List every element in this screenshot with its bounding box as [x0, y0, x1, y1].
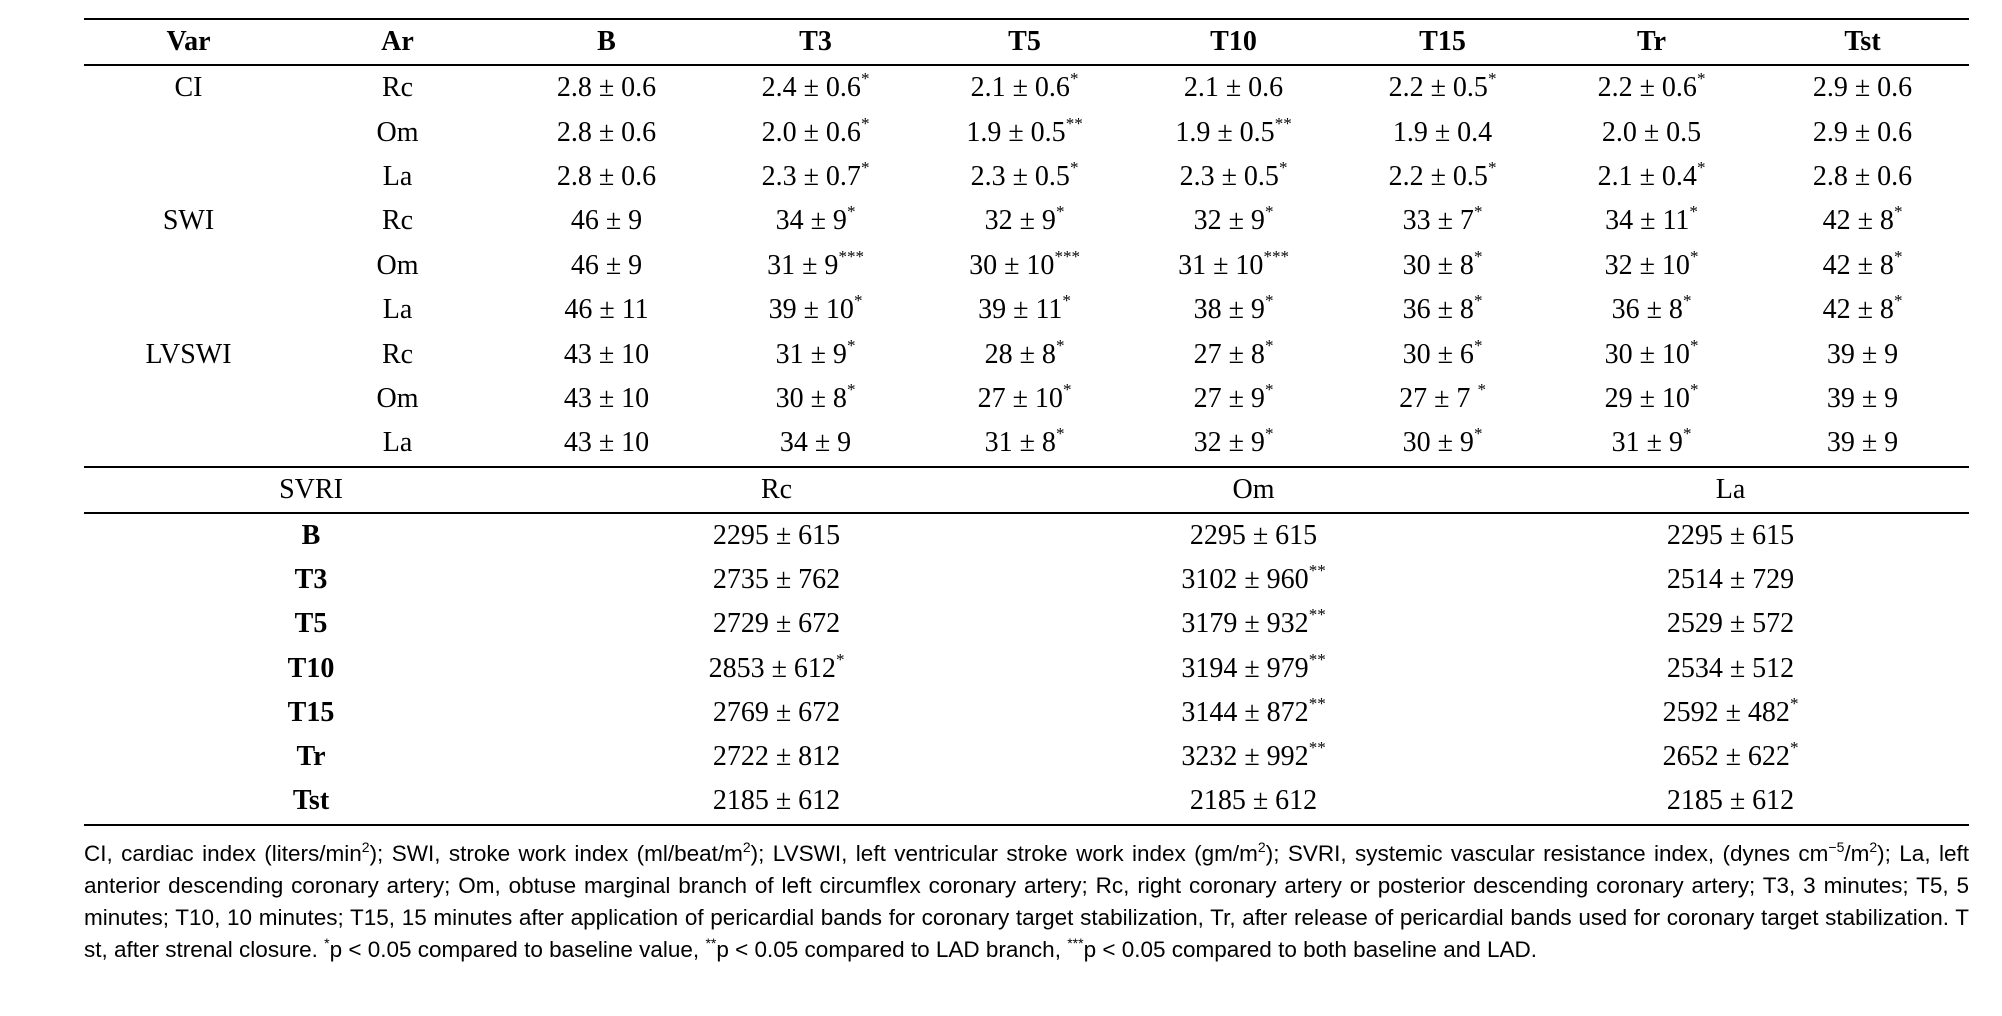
value-cell [1547, 288, 1756, 332]
value-cell [538, 602, 1015, 646]
value-cell [502, 244, 711, 288]
value-text: 39 ± 9 [1826, 427, 1899, 459]
value-text: 2.9 ± 0.6 [1812, 72, 1913, 104]
value-text: 46 ± 11 [564, 294, 649, 326]
value-text: 30 ± 10 [969, 249, 1055, 281]
value-text: 32 ± 10 [1604, 249, 1690, 281]
value-text: 2.1 ± 0.4 [1597, 160, 1697, 192]
value-cell [502, 199, 711, 243]
value-cell [502, 288, 711, 332]
value-text: 39 ± 9 [1826, 382, 1899, 414]
value-cell [502, 421, 711, 466]
significance-marker: * [1893, 202, 1903, 222]
value-text: 2.8 ± 0.6 [556, 72, 657, 104]
value-text: 2185 ± 612 [1189, 785, 1318, 817]
value-cell [1338, 332, 1547, 376]
significance-marker: *** [838, 246, 864, 266]
value-text: 27 ± 8 [1193, 338, 1265, 370]
value-cell [1492, 735, 1969, 779]
significance-marker: * [1473, 202, 1483, 222]
value-cell [1015, 735, 1492, 779]
significance-marker: * [860, 113, 870, 133]
value-text: 2652 ± 622 [1662, 741, 1790, 773]
time-point-cell: T10 [287, 652, 335, 684]
value-cell [1492, 779, 1969, 824]
col-header-tr: Tr [1636, 26, 1667, 57]
value-text: 34 ± 11 [1605, 205, 1690, 237]
value-cell [711, 244, 920, 288]
significance-marker: * [1264, 335, 1274, 355]
value-cell [1492, 513, 1969, 558]
significance-marker: * [1789, 738, 1799, 758]
table-row [84, 65, 1969, 110]
significance-marker: * [1069, 69, 1079, 89]
value-text: 34 ± 9 [775, 205, 847, 237]
table-row [84, 332, 1969, 376]
value-cell [1338, 377, 1547, 421]
value-cell [538, 558, 1015, 602]
footnote-text: p < 0.05 compared to LAD branch, [716, 936, 1068, 962]
value-cell [711, 332, 920, 376]
col-header-t3: T3 [799, 26, 832, 57]
value-cell [711, 110, 920, 154]
significance-marker: *** [1054, 246, 1080, 266]
value-cell [1756, 110, 1969, 154]
significance-marker: ** [1308, 605, 1326, 625]
col-header-t15: T15 [1419, 26, 1466, 57]
significance-marker: * [846, 335, 856, 355]
footnote-sup: 2 [1869, 838, 1878, 855]
value-text: 31 ± 9 [767, 249, 839, 281]
time-point-cell: Tr [296, 741, 326, 773]
var-cell: CI [174, 72, 203, 104]
significance-marker: * [1487, 69, 1497, 89]
value-text: 39 ± 9 [1826, 338, 1899, 370]
artery-cell: La [382, 160, 413, 192]
value-cell [711, 155, 920, 199]
value-text: 43 ± 10 [563, 382, 650, 414]
col-header-t5: T5 [1008, 26, 1041, 57]
value-text: 3194 ± 979 [1181, 652, 1309, 684]
var-cell [84, 155, 293, 199]
value-cell [1015, 691, 1492, 735]
value-cell [538, 779, 1015, 824]
value-text: 2295 ± 615 [712, 519, 841, 551]
table-row [84, 288, 1969, 332]
value-cell [711, 65, 920, 110]
significance-marker: * [1278, 157, 1288, 177]
footnote-text: p < 0.05 compared to both baseline and LAD. [1083, 936, 1538, 962]
value-text: 2529 ± 572 [1666, 608, 1795, 640]
value-cell [1547, 421, 1756, 466]
significance-marker: * [1689, 202, 1698, 222]
value-text: 2735 ± 762 [712, 563, 841, 595]
value-text: 2.8 ± 0.6 [556, 160, 657, 192]
value-text: 1.9 ± 0.4 [1392, 116, 1493, 148]
value-cell [1492, 646, 1969, 690]
table-row [84, 155, 1969, 199]
significance-marker: * [1689, 379, 1699, 399]
significance-marker: * [860, 69, 870, 89]
value-cell [1129, 65, 1338, 110]
value-text: 3144 ± 872 [1181, 696, 1309, 728]
value-cell [1129, 110, 1338, 154]
value-text: 31 ± 9 [1611, 427, 1683, 459]
table-row [84, 110, 1969, 154]
value-cell [538, 646, 1015, 690]
var-cell [84, 421, 293, 466]
value-text: 30 ± 9 [1402, 427, 1474, 459]
value-text: 39 ± 11 [978, 294, 1063, 326]
svri-header-la: La [1715, 473, 1746, 505]
value-text: 2.8 ± 0.6 [1812, 160, 1913, 192]
value-cell [502, 332, 711, 376]
value-cell [1547, 377, 1756, 421]
value-cell [1129, 377, 1338, 421]
significance-marker: * [1069, 157, 1079, 177]
value-text: 2722 ± 812 [712, 741, 841, 773]
significance-marker: *** [1263, 246, 1289, 266]
artery-cell: Rc [381, 72, 414, 104]
value-text: 2534 ± 512 [1666, 652, 1795, 684]
value-cell [1547, 155, 1756, 199]
significance-marker: * [1055, 202, 1065, 222]
value-text: 2.0 ± 0.5 [1601, 116, 1702, 148]
value-cell [1547, 332, 1756, 376]
significance-marker: ** [1308, 560, 1326, 580]
significance-marker: ** [1308, 649, 1326, 669]
significance-marker: ** [1065, 113, 1083, 133]
footnote-sup: 2 [742, 838, 751, 855]
value-text: 2.0 ± 0.6 [761, 116, 861, 148]
value-cell [1756, 377, 1969, 421]
significance-marker: * [1689, 335, 1699, 355]
footnote-sup: * [324, 934, 330, 951]
value-cell [502, 377, 711, 421]
significance-marker: * [1062, 291, 1071, 311]
footnote-text: CI, cardiac index (liters/min [84, 840, 362, 866]
value-text: 2.3 ± 0.5 [970, 160, 1070, 192]
value-text: 42 ± 8 [1822, 249, 1894, 281]
value-cell [538, 691, 1015, 735]
value-cell [711, 288, 920, 332]
time-point-cell: T15 [287, 696, 335, 728]
footnote-sup: ** [705, 934, 717, 951]
var-cell [84, 244, 293, 288]
significance-marker: * [1696, 69, 1706, 89]
value-text: 2853 ± 612 [708, 652, 836, 684]
table-footnote [84, 838, 1969, 966]
var-cell: LVSWI [145, 338, 232, 370]
footnote-sup: 2 [1257, 838, 1266, 855]
time-point-cell: T5 [294, 608, 328, 640]
var-cell [84, 110, 293, 154]
value-cell [1756, 332, 1969, 376]
value-cell [920, 199, 1129, 243]
svri-row [84, 602, 1969, 646]
value-cell [920, 155, 1129, 199]
footnote-text: p < 0.05 compared to baseline value, [329, 936, 706, 962]
value-text: 30 ± 6 [1402, 338, 1474, 370]
value-cell [1129, 421, 1338, 466]
footnote-text: ); LVSWI, left ventricular stroke work index (gm/m [750, 840, 1258, 866]
col-header-tst: Tst [1844, 26, 1881, 57]
value-text: 2185 ± 612 [1666, 785, 1795, 817]
significance-marker: * [1473, 291, 1483, 311]
svri-table-body [84, 513, 1969, 825]
value-cell [502, 110, 711, 154]
significance-marker: * [1264, 291, 1274, 311]
table-row [84, 377, 1969, 421]
value-cell [1492, 558, 1969, 602]
value-cell [1756, 421, 1969, 466]
significance-marker: ** [1308, 693, 1326, 713]
value-cell [920, 288, 1129, 332]
table-header-row [84, 19, 1969, 65]
value-text: 27 ± 10 [977, 382, 1063, 414]
svri-header-label: SVRI [279, 473, 343, 505]
table-row [84, 244, 1969, 288]
value-text: 2.4 ± 0.6 [761, 72, 861, 104]
time-point-cell: B [301, 519, 321, 551]
value-cell [920, 244, 1129, 288]
time-point-cell: Tst [292, 785, 330, 817]
value-text: 2729 ± 672 [712, 608, 841, 640]
value-cell [1547, 65, 1756, 110]
value-cell [538, 513, 1015, 558]
significance-marker: * [846, 379, 856, 399]
value-text: 32 ± 9 [984, 205, 1056, 237]
significance-marker: * [1055, 335, 1065, 355]
table-body [84, 65, 1969, 467]
value-text: 30 ± 8 [775, 382, 847, 414]
value-cell [711, 377, 920, 421]
value-cell [1338, 65, 1547, 110]
value-text: 42 ± 8 [1822, 294, 1894, 326]
significance-marker: * [835, 649, 845, 669]
value-text: 3179 ± 932 [1181, 608, 1309, 640]
svri-row [84, 513, 1969, 558]
value-cell [1015, 779, 1492, 824]
value-text: 36 ± 8 [1402, 294, 1474, 326]
value-cell [1756, 65, 1969, 110]
significance-marker: * [1893, 246, 1903, 266]
value-cell [920, 65, 1129, 110]
significance-marker: * [1789, 693, 1799, 713]
value-text: 32 ± 9 [1193, 427, 1265, 459]
value-cell [1015, 513, 1492, 558]
svri-header-rc: Rc [760, 473, 793, 505]
artery-cell: Om [376, 116, 419, 148]
significance-marker: * [1473, 246, 1483, 266]
value-text: 2295 ± 615 [1666, 519, 1795, 551]
svri-row [84, 779, 1969, 824]
col-header-b: B [597, 26, 616, 57]
footnote-sup: 2 [361, 838, 370, 855]
value-cell [1492, 602, 1969, 646]
value-text: 3232 ± 992 [1181, 741, 1309, 773]
value-cell [920, 377, 1129, 421]
significance-marker: * [1682, 291, 1692, 311]
artery-cell: Rc [381, 205, 414, 237]
value-cell [920, 332, 1129, 376]
significance-marker: * [853, 291, 863, 311]
value-text: 30 ± 8 [1402, 249, 1474, 281]
value-cell [1338, 199, 1547, 243]
hemodynamic-table [84, 18, 1969, 468]
table-container [84, 18, 1969, 966]
artery-cell: La [382, 294, 413, 326]
value-text: 46 ± 9 [570, 249, 643, 281]
value-text: 31 ± 9 [775, 338, 847, 370]
significance-marker: * [1487, 157, 1497, 177]
value-text: 2.2 ± 0.6 [1597, 72, 1697, 104]
value-text: 2514 ± 729 [1666, 563, 1795, 595]
svri-row [84, 735, 1969, 779]
value-cell [1015, 646, 1492, 690]
value-text: 43 ± 10 [563, 427, 650, 459]
svri-row [84, 691, 1969, 735]
significance-marker: * [860, 157, 870, 177]
significance-marker: * [1477, 379, 1486, 399]
svri-header-om: Om [1232, 473, 1275, 505]
value-text: 2769 ± 672 [712, 696, 841, 728]
table-row [84, 199, 1969, 243]
value-text: 2.8 ± 0.6 [556, 116, 657, 148]
value-text: 42 ± 8 [1822, 205, 1894, 237]
value-text: 31 ± 8 [984, 427, 1056, 459]
significance-marker: * [1264, 379, 1274, 399]
significance-marker: * [1473, 335, 1483, 355]
significance-marker: * [1062, 379, 1072, 399]
value-cell [711, 421, 920, 466]
value-cell [1756, 199, 1969, 243]
significance-marker: * [1055, 424, 1065, 444]
svri-header-row [84, 468, 1969, 513]
footnote-text: /m [1844, 840, 1870, 866]
significance-marker: ** [1308, 738, 1326, 758]
value-cell [502, 155, 711, 199]
value-text: 31 ± 10 [1178, 249, 1264, 281]
value-cell [1547, 110, 1756, 154]
value-text: 33 ± 7 [1402, 205, 1474, 237]
value-cell [502, 65, 711, 110]
significance-marker: * [1893, 291, 1903, 311]
value-cell [1129, 155, 1338, 199]
artery-cell: Rc [381, 338, 414, 370]
value-cell [711, 199, 920, 243]
value-cell [1756, 244, 1969, 288]
value-text: 2295 ± 615 [1189, 519, 1318, 551]
svri-row [84, 646, 1969, 690]
value-cell [1338, 110, 1547, 154]
value-cell [1756, 288, 1969, 332]
value-text: 2.3 ± 0.5 [1179, 160, 1279, 192]
value-cell [1338, 155, 1547, 199]
footnote-sup: −5 [1828, 838, 1845, 855]
artery-cell: Om [376, 382, 419, 414]
value-cell [1547, 244, 1756, 288]
value-text: 38 ± 9 [1193, 294, 1265, 326]
value-cell [1492, 691, 1969, 735]
value-text: 27 ± 9 [1193, 382, 1265, 414]
value-text: 34 ± 9 [779, 427, 852, 459]
value-text: 32 ± 9 [1193, 205, 1265, 237]
value-cell [1015, 602, 1492, 646]
value-text: 2.2 ± 0.5 [1388, 160, 1488, 192]
value-text: 3102 ± 960 [1181, 563, 1309, 595]
value-text: 2.1 ± 0.6 [1183, 72, 1284, 104]
footnote-sup: *** [1067, 934, 1084, 951]
value-cell [1756, 155, 1969, 199]
value-cell [1338, 244, 1547, 288]
value-text: 1.9 ± 0.5 [1175, 116, 1275, 148]
artery-cell: Om [376, 249, 419, 281]
value-cell [1547, 199, 1756, 243]
value-cell [1129, 199, 1338, 243]
significance-marker: * [1264, 202, 1274, 222]
value-cell [1129, 288, 1338, 332]
table-row [84, 421, 1969, 466]
significance-marker: * [1473, 424, 1483, 444]
value-text: 2592 ± 482 [1662, 696, 1790, 728]
value-cell [1015, 558, 1492, 602]
artery-cell: La [382, 427, 413, 459]
value-cell [1338, 421, 1547, 466]
value-text: 2.1 ± 0.6 [970, 72, 1070, 104]
value-text: 2185 ± 612 [712, 785, 841, 817]
value-cell [1129, 332, 1338, 376]
value-text: 30 ± 10 [1604, 338, 1690, 370]
value-text: 46 ± 9 [570, 205, 643, 237]
svri-row [84, 558, 1969, 602]
value-text: 2.2 ± 0.5 [1388, 72, 1488, 104]
value-text: 43 ± 10 [563, 338, 650, 370]
var-cell: SWI [162, 205, 215, 237]
value-text: 36 ± 8 [1611, 294, 1683, 326]
value-cell [538, 735, 1015, 779]
value-text: 28 ± 8 [984, 338, 1056, 370]
col-header-var: Var [166, 26, 211, 57]
time-point-cell: T3 [294, 563, 328, 595]
var-cell [84, 288, 293, 332]
significance-marker: ** [1274, 113, 1292, 133]
significance-marker: * [1264, 424, 1274, 444]
value-cell [920, 421, 1129, 466]
value-text: 2.9 ± 0.6 [1812, 116, 1913, 148]
value-cell [1129, 244, 1338, 288]
value-text: 27 ± 7 [1399, 382, 1478, 414]
footnote-text: ); SWI, stroke work index (ml/beat/m [369, 840, 743, 866]
value-text: 2.3 ± 0.7 [761, 160, 861, 192]
value-text: 29 ± 10 [1604, 382, 1690, 414]
svri-table [84, 468, 1969, 826]
value-text: 1.9 ± 0.5 [966, 116, 1066, 148]
footnote-text: ); SVRI, systemic vascular resistance index, (dynes cm [1265, 840, 1829, 866]
value-text: 39 ± 10 [768, 294, 854, 326]
col-header-t10: T10 [1210, 26, 1257, 57]
footnote-text: ); La, left anterior descending coronary artery; Om, obtuse marginal branch of left circumflex coronary artery; Rc, right coronary artery or posterior descending coronary artery; T3, 3 minutes; T5, 5 minutes; T10, 10 minutes; T15, 15 minutes after application of pericardial bands for coronary target stabilization, Tr, after release of pericardial bands used for coronary target stabilization. T st, after strenal closure. [84, 840, 1969, 962]
significance-marker: * [1682, 424, 1692, 444]
value-cell [1338, 288, 1547, 332]
col-header-ar: Ar [381, 26, 414, 57]
significance-marker: * [1689, 246, 1699, 266]
significance-marker: * [846, 202, 856, 222]
var-cell [84, 377, 293, 421]
value-cell [920, 110, 1129, 154]
significance-marker: * [1696, 157, 1706, 177]
